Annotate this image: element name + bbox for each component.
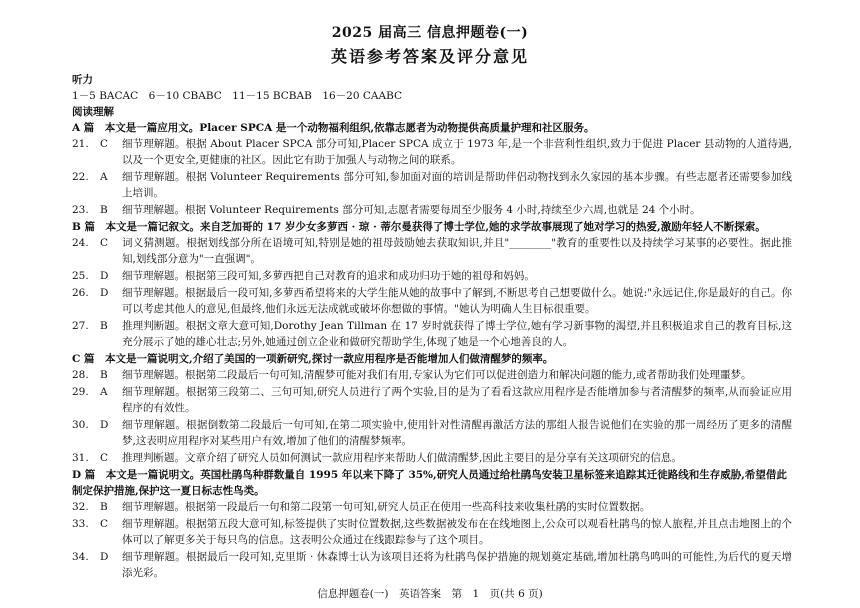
- listening-answers: 1－5 BACAC 6－10 CBABC 11－15 BCBAB 16－20 CAABC: [72, 90, 403, 102]
- question-number: 33.: [72, 518, 89, 530]
- answer-option: A: [100, 171, 108, 183]
- answer-option: B: [100, 204, 108, 216]
- page-subtitle: 英语参考答案及评分意见: [330, 47, 529, 66]
- question-number: 34.: [72, 551, 89, 563]
- answer-explanation: 细节理解题。根据最后一段可知,克里斯 · 休森博士认为该项目还将为杜鹃鸟保护措施的规划奠定基础,增加杜鹃鸟鸣叫的可能性,为后代的夏天增添光彩。: [122, 551, 792, 579]
- answer-item: [72, 367, 792, 383]
- answer-item: [72, 417, 792, 449]
- passage-d: [72, 467, 792, 581]
- page-footer: 信息押题卷(一) 英语答案 第 1 页(共 6 页): [317, 588, 543, 600]
- passage-a: [72, 120, 792, 218]
- question-number: 27.: [72, 320, 89, 332]
- answer-item: [72, 136, 792, 168]
- passage-c: [72, 351, 792, 466]
- answer-item: [72, 499, 792, 515]
- question-number: 32.: [72, 501, 89, 513]
- answer-item: [72, 384, 792, 416]
- question-number: 26.: [72, 287, 89, 299]
- question-number: 30.: [72, 419, 89, 431]
- answer-explanation: 细节理解题。根据第三段第二、三句可知,研究人员进行了两个实验,目的是为了看看这款应用程序是否能增加参与者清醒梦的频率,从而验证应用程序的有效性。: [122, 386, 792, 414]
- answer-content: [72, 72, 792, 582]
- answer-option: B: [100, 369, 108, 381]
- answer-explanation: 细节理解题。根据倒数第二段最后一句可知,在第二项实验中,使用针对性清醒再激活方法的那组人报告说他们在实验的那一周经历了更多的清醒梦,这表明应用程序对某些用户有效,增加了他们的清醒梦频率。: [122, 419, 792, 447]
- answer-option: B: [100, 501, 108, 513]
- page-title: 2025 届高三 信息押题卷(一): [331, 25, 529, 41]
- answer-explanation: 细节理解题。根据第三段可知,多萝西把自己对教育的追求和成功归功于她的祖母和妈妈。: [122, 270, 535, 282]
- answer-option: A: [100, 386, 108, 398]
- question-number: 23.: [72, 204, 89, 216]
- question-number: 24.: [72, 237, 89, 249]
- answer-explanation: 细节理解题。根据 Volunteer Requirements 部分可知,参加面对面的培训是帮助伴侣动物找到永久家园的基本步骤。有些志愿者还需要参加线上培训。: [122, 171, 792, 199]
- answer-explanation: 细节理解题。根据最后一段可知,多萝西希望将来的大学生能从她的故事中了解到,不断思考自己想要做什么。她说:"永远记住,你是最好的自己。你可以考虑其他人的意见,但最终,他们永远无法成就或破坏你想做的事情。"她认为明确人生目标很重要。: [122, 287, 792, 315]
- answer-explanation: 细节理解题。根据 About Placer SPCA 部分可知,Placer SPCA 成立于 1973 年,是一个非营利性组织,致力于促进 Placer 县动物的人道待遇,以及一个更安全,更健康的社区。因此它有助于加强人与动物之间的联系。: [122, 138, 792, 166]
- passage-b: [72, 219, 792, 350]
- answer-option: D: [100, 270, 109, 282]
- answer-explanation: 推理判断题。文章介绍了研究人员如何测试一款应用程序来帮助人们做清醒梦,因此主要目的是分享有关这项研究的信息。: [122, 452, 682, 464]
- answer-option: C: [100, 237, 109, 249]
- listening-heading: 听力: [72, 74, 93, 86]
- passage-intro: C 篇 本文是一篇说明文,介绍了美国的一项新研究,探讨一款应用程序是否能增加人们做清醒梦的频率。: [72, 353, 554, 365]
- passage-intro: B 篇 本文是一篇记叙文。来自芝加哥的 17 岁少女多萝西 · 琼 · 蒂尔曼获得了博士学位,她的求学故事展现了她对学习的热爱,激励年轻人不断探索。: [72, 221, 766, 233]
- answer-explanation: 细节理解题。根据第五段大意可知,标签提供了实时位置数据,这些数据被发布在在线地图上,公众可以观看杜鹃鸟的惊人旅程,并且点击地图上的个体可以了解更多关于每只鸟的信息。这表明公众通过在线跟踪参与了这个项目。: [122, 518, 792, 546]
- answer-item: [72, 285, 792, 317]
- answer-explanation: 推理判断题。根据文章大意可知,Dorothy Jean Tillman 在 17 岁时就获得了博士学位,她有学习新事物的渴望,并且积极追求自己的教育目标,这充分展示了她的雄心壮志;另外,她通过创立企业和做研究帮助学生,体现了她是一个心地善良的人。: [122, 320, 792, 348]
- question-number: 29.: [72, 386, 89, 398]
- answer-explanation: 细节理解题。根据第二段最后一句可知,清醒梦可能对我们有用,专家认为它们可以促进创造力和解决问题的能力,或者帮助我们处理噩梦。: [122, 369, 752, 381]
- answer-option: D: [100, 551, 109, 563]
- answer-explanation: 细节理解题。根据 Volunteer Requirements 部分可知,志愿者需要每周至少服务 4 小时,持续至少六周,也就是 24 个小时。: [122, 204, 701, 216]
- answer-item: [72, 202, 792, 218]
- answer-item: [72, 450, 792, 466]
- answer-explanation: 细节理解题。根据第一段最后一句和第二段第一句可知,研究人员正在使用一些高科技来收集杜鹃的实时位置数据。: [122, 501, 651, 513]
- answer-item: [72, 268, 792, 284]
- answer-option: D: [100, 419, 109, 431]
- answer-option: D: [100, 287, 109, 299]
- answer-item: [72, 516, 792, 548]
- passage-intro: D 篇 本文是一篇说明文。英国杜鹃鸟种群数量自 1995 年以来下降了 35%,研究人员通过给杜鹃鸟安装卫星标签来追踪其迁徙路线和生存威胁,希望借此制定保护措施,保护这一夏日标志性鸟类。: [72, 469, 787, 497]
- passage-intro: A 篇 本文是一篇应用文。Placer SPCA 是一个动物福利组织,依靠志愿者为动物提供高质量护理和社区服务。: [72, 122, 595, 134]
- question-number: 21.: [72, 138, 89, 150]
- answer-option: C: [100, 452, 109, 464]
- answer-item: [72, 169, 792, 201]
- answer-explanation: 词义猜测题。根据划线部分所在语境可知,特别是她的祖母鼓励她去获取知识,并且"________"教育的重要性以及持续学习某事的必要性。据此推知,划线部分意为"一直强调"。: [122, 237, 792, 265]
- answer-item: [72, 318, 792, 350]
- answer-item: [72, 549, 792, 581]
- question-number: 31.: [72, 452, 89, 464]
- reading-heading: 阅读理解: [72, 106, 114, 118]
- answer-option: C: [100, 138, 109, 150]
- question-number: 25.: [72, 270, 89, 282]
- answer-option: C: [100, 518, 109, 530]
- answer-item: [72, 235, 792, 267]
- question-number: 28.: [72, 369, 89, 381]
- answer-option: B: [100, 320, 108, 332]
- question-number: 22.: [72, 171, 89, 183]
